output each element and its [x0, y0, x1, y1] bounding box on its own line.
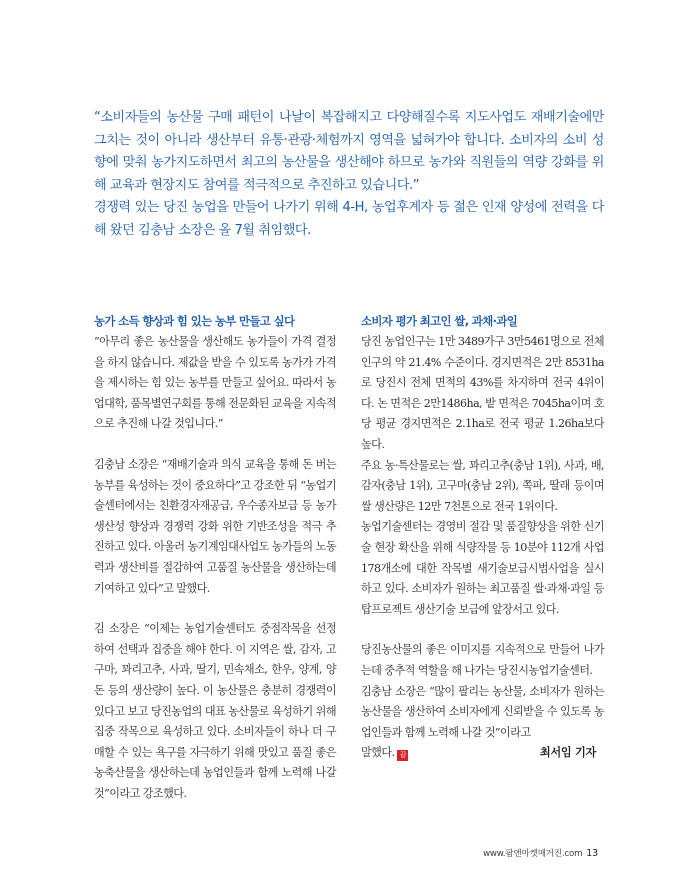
right-paragraph-1: 당진 농업인구는 1만 3489가구 3만5461명으로 전체 인구의 약 21.4% 수준이다. 경지면적은 2만 8531ha로 당진시 전체 면적의 43%를 차지하며 전국 4위이다. 논 면적은 2만1486ha, 밭 면적은 7045ha이며 호당 평균 경지면적은 2.1ha로 전국 평균 1.26ha보다 높다. [361, 335, 604, 451]
footer-url: www.팜앤마켓매거진.com [483, 849, 583, 859]
right-paragraph-5: 김충남 소장은 “많이 팔리는 농산물, 소비자가 원하는 농산물을 생산하여 소비자에게 신뢰받을 수 있도록 농업인들과 함께 노력해 나갈 것”이라고 [361, 684, 604, 739]
right-paragraph-3: 농업기술센터는 경영비 절감 및 품질향상을 위한 신기술 현장 확산을 위해 식량작물 등 10분야 112개 사업 178개소에 대한 작목별 새기술보급시범사업을 실시하고 있다. 소비자가 원하는 최고품질 쌀·과채·과일 등 탑프로젝트 생산기술 보급에 앞장서고 있다. [361, 520, 604, 616]
reporter-name: 최서임 기자 [539, 746, 596, 760]
intro-block [94, 107, 604, 243]
left-heading: 농가 소득 향상과 힘 있는 농부 만들고 싶다 [94, 314, 295, 328]
page-footer [483, 847, 598, 859]
signature-line [361, 743, 604, 764]
left-column [94, 311, 336, 804]
right-column [361, 311, 604, 764]
intro-summary: 경쟁력 있는 당진 농업을 만들어 나가기 위해 4-H, 농업후계자 등 젊은 인재 양성에 전력을 다해 왔던 김충남 소장은 올 7월 취임했다. [94, 200, 604, 238]
right-heading: 소비자 평가 최고인 쌀, 과채·과일 [361, 314, 518, 328]
right-paragraph-4: 당진농산물의 좋은 이미지를 지속적으로 만들어 나가는데 중추적 역할을 해 나가는 당진시농업기술센터. [361, 643, 604, 677]
left-paragraph-3: 김 소장은 “이제는 농업기술센터도 중점작목을 선정하여 선택과 집중을 해야 한다. 이 지역은 쌀, 감자, 고구마, 꽈리고추, 사과, 딸기, 민속채소, 한우, 양계, 양돈 등의 생산량이 높다. 이 농산물은 충분히 경쟁력이 있다고 보고 당진농업의 대표 농산물로 육성하기 위해 집중 작목으로 육성하고 있다. 소비자들이 하나 더 구매할 수 있는 욕구를 자극하기 위해 맛있고 품질 좋은 농축산물을 생산하는데 농업인들과 함께 노력해 나갈 것”이라고 강조했다. [94, 622, 336, 800]
left-paragraph-1: “아무리 좋은 농산물을 생산해도 농가들이 가격 결정을 하지 않습니다. 제값을 받을 수 있도록 농가가 가격을 제시하는 힘 있는 농부를 만들고 싶어요. 따라서 농업대학, 품목별연구회를 통해 전문화된 교육을 지속적으로 추진해 나갈 것입니다.” [94, 335, 336, 431]
right-paragraph-2: 주요 농·특산물로는 쌀, 꽈리고추(충남 1위), 사과, 배, 감자(충남 1위), 고구마(충남 2위), 쪽파, 딸래 등이며 쌀 생산량은 12만 7천톤으로 전국 1위이다. [361, 458, 604, 513]
intro-quote: “소비자들의 농산물 구매 패턴이 나날이 복잡해지고 다양해질수록 지도사업도 재배기술에만 그치는 것이 아니라 생산부터 유통·관광·체험까지 영역을 넓혀가야 합니다. 소비자의 소비 성향에 맞춰 농가지도하면서 최고의 농산물을 생산해야 하므로 농가와 직원들의 역량 강화를 위해 교육과 현장지도 참여를 적극적으로 추진하고 있습니다.” [94, 110, 604, 193]
end-mark-icon: 끝 [397, 750, 408, 761]
left-paragraph-2: 김충남 소장은 “재배기술과 의식 교육을 통해 돈 버는 농부를 육성하는 것이 중요하다”고 강조한 뒤 “농업기술센터에서는 친환경자재공급, 우수종자보급 등 농가 생산성 향상과 경쟁력 강화 위한 기반조성을 적극 추진하고 있다. 아울러 농기계임대사업도 농가들의 노동력과 생산비를 절감하여 고품질 농산물을 생산하는데 기여하고 있다”고 말했다. [94, 457, 336, 595]
page-number: 13 [586, 848, 598, 859]
closing-line: 말했다. [361, 746, 395, 760]
